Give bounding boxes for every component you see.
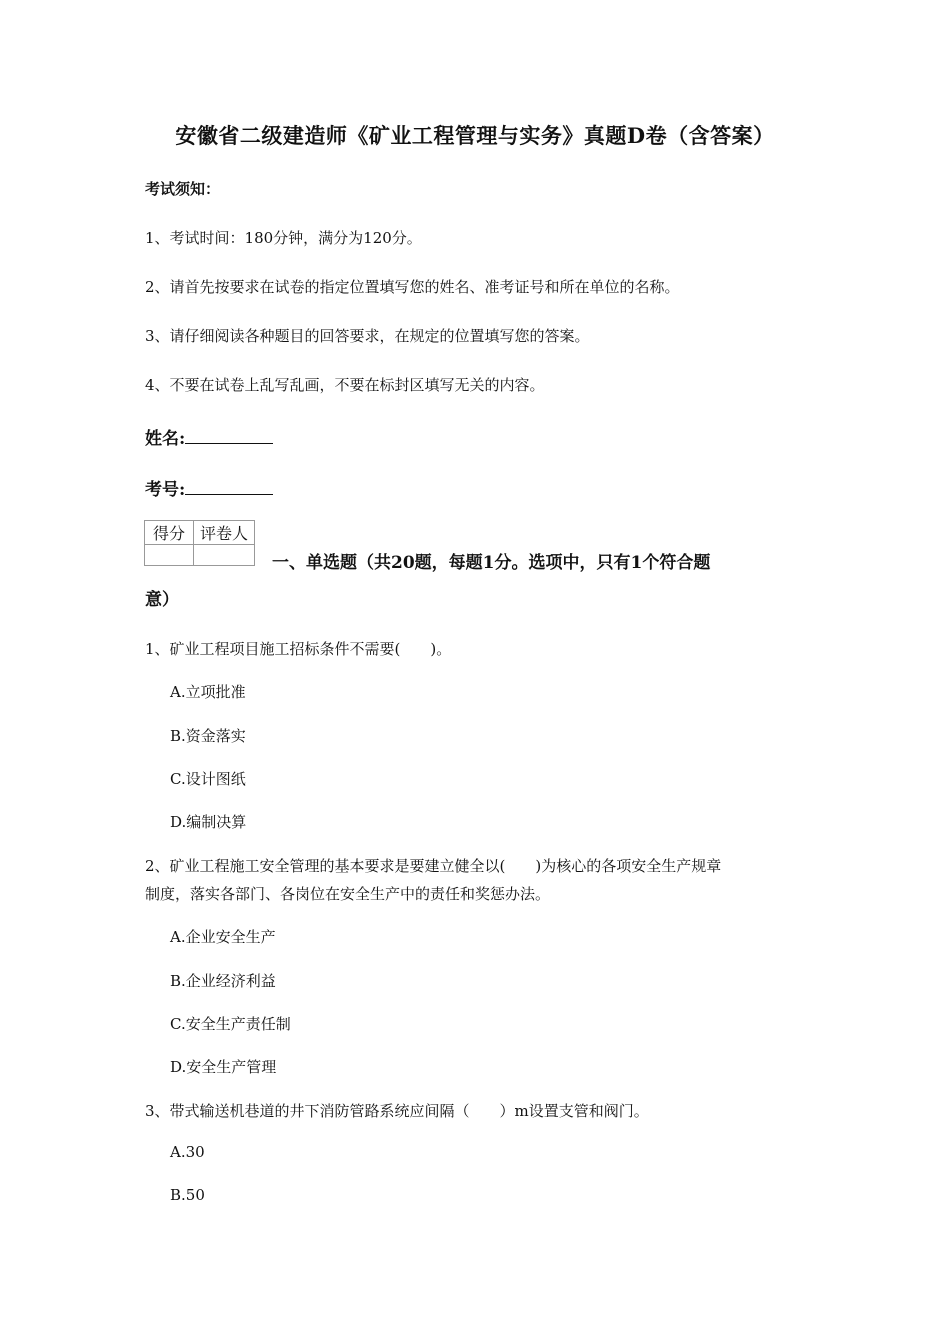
document-title: 安徽省二级建造师《矿业工程管理与实务》真题D卷（含答案） <box>175 123 775 148</box>
id-label: 考号: <box>145 480 186 500</box>
option-b: B.资金落实 <box>170 727 246 745</box>
notice-item: 1、考试时间：180分钟，满分为120分。 <box>145 229 422 247</box>
section-heading-cont: 意） <box>145 590 179 610</box>
name-field <box>145 424 273 449</box>
option-d: D.编制决算 <box>170 813 247 831</box>
notice-item: 4、不要在试卷上乱写乱画，不要在标封区填写无关的内容。 <box>145 376 545 394</box>
id-blank[interactable] <box>185 478 273 495</box>
option-a: A.立项批准 <box>170 683 246 701</box>
id-field <box>145 475 273 500</box>
notice-item: 2、请首先按要求在试卷的指定位置填写您的姓名、准考证号和所在单位的名称。 <box>145 278 680 296</box>
option-b: B.50 <box>170 1186 205 1204</box>
option-a: A.30 <box>170 1143 205 1161</box>
option-c: C.安全生产责任制 <box>170 1015 291 1033</box>
grader-cell[interactable] <box>194 545 255 566</box>
question-stem: 2、矿业工程施工安全管理的基本要求是要建立健全以( )为核心的各项安全生产规章 <box>145 857 722 875</box>
score-table <box>144 520 255 566</box>
option-a: A.企业安全生产 <box>170 928 276 946</box>
option-c: C.设计图纸 <box>170 770 246 788</box>
section-heading: 一、单选题（共20题，每题1分。选项中，只有1个符合题 <box>272 553 711 573</box>
score-header: 得分 <box>145 521 194 545</box>
notice-heading: 考试须知： <box>145 180 221 198</box>
question-stem-cont: 制度，落实各部门、各岗位在安全生产中的责任和奖惩办法。 <box>145 885 551 903</box>
question-stem: 3、带式输送机巷道的井下消防管路系统应间隔（ ）m设置支管和阀门。 <box>145 1102 649 1120</box>
name-label: 姓名: <box>145 429 186 449</box>
notice-item: 3、请仔细阅读各种题目的回答要求，在规定的位置填写您的答案。 <box>145 327 590 345</box>
name-blank[interactable] <box>185 427 273 444</box>
option-b: B.企业经济利益 <box>170 972 276 990</box>
option-d: D.安全生产管理 <box>170 1058 277 1076</box>
grader-header: 评卷人 <box>194 521 255 545</box>
score-cell[interactable] <box>145 545 194 566</box>
question-stem: 1、矿业工程项目施工招标条件不需要( )。 <box>145 640 452 658</box>
